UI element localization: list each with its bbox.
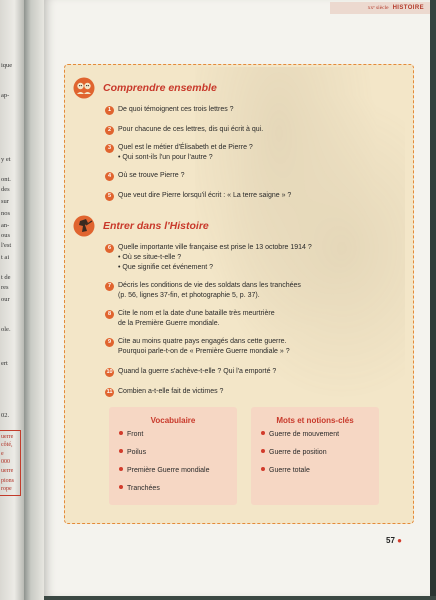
page-bottom-edge bbox=[44, 596, 436, 600]
notion-item-label: Guerre de mouvement bbox=[269, 431, 340, 438]
question-text: Où se trouve Pierre ? bbox=[118, 172, 185, 179]
left-red-fragment: uerre bbox=[1, 434, 14, 440]
bullet-icon bbox=[119, 431, 123, 435]
question-subpoint: • Où se situe-t-elle ? bbox=[118, 254, 182, 261]
page-number-dot: ● bbox=[397, 536, 402, 545]
left-red-box bbox=[0, 430, 21, 496]
question-text: Cite le nom et la date d'une bataille très meurtrière bbox=[118, 310, 275, 317]
left-fragment: t ai bbox=[1, 254, 10, 261]
question-number: 7 bbox=[105, 282, 114, 291]
question-10 bbox=[105, 367, 276, 377]
question-subpoint: • Qui sont-ils l'un pour l'autre ? bbox=[118, 154, 213, 161]
vocab-item-label: Front bbox=[127, 431, 144, 438]
vocabulaire-list bbox=[109, 431, 237, 492]
book-spine bbox=[24, 0, 44, 600]
question-text: Quelle importante ville française est prise le 13 octobre 1914 ? bbox=[118, 244, 312, 251]
notion-item-label: Guerre totale bbox=[269, 467, 310, 474]
question-text: Quand la guerre s'achève-t-elle ? Qui l'a emporté ? bbox=[118, 368, 277, 375]
bullet-icon bbox=[119, 485, 123, 489]
left-fragment: ous bbox=[1, 232, 11, 239]
vocab-item bbox=[119, 449, 237, 456]
question-4 bbox=[105, 171, 185, 181]
question-number: 4 bbox=[105, 172, 114, 181]
vocabulaire-title: Vocabulaire bbox=[150, 416, 196, 425]
question-text: Que veut dire Pierre lorsqu'il écrit : « La terre saigne » ? bbox=[118, 192, 292, 199]
left-fragment: t de bbox=[1, 274, 11, 281]
previous-page-edge bbox=[0, 0, 24, 600]
page-number-value: 57 bbox=[386, 536, 395, 545]
section-histoire-title: Entrer dans l'Histoire bbox=[103, 220, 209, 232]
left-fragment: ont. bbox=[1, 176, 11, 183]
question-number: 8 bbox=[105, 310, 114, 319]
question-3 bbox=[105, 143, 253, 163]
notion-item-label: Guerre de position bbox=[269, 449, 327, 456]
question-2 bbox=[105, 125, 263, 135]
notion-item bbox=[261, 449, 379, 456]
people-icon bbox=[73, 77, 95, 99]
left-fragment: an- bbox=[1, 222, 10, 229]
vocab-item bbox=[119, 485, 237, 492]
notion-item bbox=[261, 431, 379, 438]
vocab-item-label: Poilus bbox=[127, 449, 147, 456]
question-continuation: Pourquoi parle-t-on de « Première Guerre mondiale » ? bbox=[118, 348, 290, 355]
vocab-item bbox=[119, 431, 237, 438]
left-fragment: res bbox=[1, 284, 9, 291]
bullet-icon bbox=[119, 449, 123, 453]
left-red-fragment: 000 bbox=[1, 459, 10, 465]
vocab-item-label: Première Guerre mondiale bbox=[127, 467, 210, 474]
left-fragment: nos bbox=[1, 210, 11, 217]
question-7 bbox=[105, 281, 301, 301]
question-number: 3 bbox=[105, 144, 114, 153]
left-red-fragment: uerre bbox=[1, 468, 14, 474]
question-8 bbox=[105, 309, 275, 329]
notions-list bbox=[251, 431, 379, 474]
notion-item bbox=[261, 467, 379, 474]
question-number: 9 bbox=[105, 338, 114, 347]
left-red-fragment: pions bbox=[1, 478, 15, 484]
left-fragment: ique bbox=[1, 62, 13, 69]
question-continuation: (p. 56, lignes 37-fin, et photographie 5, p. 37). bbox=[118, 292, 260, 299]
activity-panel bbox=[64, 64, 414, 524]
left-fragment: des bbox=[1, 186, 10, 193]
question-number: 5 bbox=[105, 192, 114, 201]
bullet-icon bbox=[261, 431, 265, 435]
question-text: De quoi témoignent ces trois lettres ? bbox=[118, 106, 234, 113]
left-red-fragment: e bbox=[1, 451, 4, 457]
left-fragment: our bbox=[1, 296, 10, 303]
vocab-item-label: Tranchées bbox=[127, 485, 160, 492]
question-continuation: de la Première Guerre mondiale. bbox=[118, 320, 220, 327]
left-fragment: y et bbox=[1, 156, 11, 163]
question-text: Combien a-t-elle fait de victimes ? bbox=[118, 388, 224, 395]
page-number bbox=[386, 536, 402, 545]
vocabulaire-box bbox=[109, 407, 237, 505]
question-text: Quel est le métier d'Élisabeth et de Pierre ? bbox=[118, 144, 253, 151]
left-fragment: ap- bbox=[1, 92, 10, 99]
notions-title: Mots et notions-clés bbox=[276, 416, 354, 425]
question-5 bbox=[105, 191, 291, 201]
question-number: 6 bbox=[105, 244, 114, 253]
question-6 bbox=[105, 243, 312, 273]
bullet-icon bbox=[119, 467, 123, 471]
bullet-icon bbox=[261, 467, 265, 471]
question-text: Pour chacune de ces lettres, dis qui écrit à qui. bbox=[118, 126, 264, 133]
question-9 bbox=[105, 337, 290, 357]
question-subpoint: • Que signifie cet événement ? bbox=[118, 264, 214, 271]
question-1 bbox=[105, 105, 234, 115]
question-text: Décris les conditions de vie des soldats dans les tranchées bbox=[118, 282, 301, 289]
notions-box bbox=[251, 407, 379, 505]
question-number: 2 bbox=[105, 126, 114, 135]
question-number: 10 bbox=[106, 369, 113, 375]
header-century: xxᵉ siècle bbox=[367, 5, 389, 11]
left-fragment: ert bbox=[1, 360, 8, 367]
question-number: 11 bbox=[106, 389, 113, 395]
section-histoire-header bbox=[73, 215, 209, 237]
left-fragment: sur bbox=[1, 198, 9, 205]
question-11 bbox=[105, 387, 223, 397]
left-red-fragment: rope bbox=[1, 486, 12, 492]
question-number: 1 bbox=[105, 106, 114, 115]
bullet-icon bbox=[261, 449, 265, 453]
header-subject: HISTOIRE bbox=[392, 5, 424, 11]
left-fragment: ole. bbox=[1, 326, 11, 333]
left-red-fragment: côté, bbox=[1, 442, 13, 448]
vocab-item bbox=[119, 467, 237, 474]
section-comprendre-header bbox=[73, 77, 217, 99]
left-fragment: 02. bbox=[1, 412, 10, 419]
section-comprendre-title: Comprendre ensemble bbox=[103, 82, 217, 94]
question-text: Cite au moins quatre pays engagés dans cette guerre. bbox=[118, 338, 287, 345]
running-header bbox=[330, 2, 430, 14]
textbook-page bbox=[44, 0, 430, 596]
soldier-icon bbox=[73, 215, 95, 237]
left-fragment: l'est bbox=[1, 242, 12, 249]
